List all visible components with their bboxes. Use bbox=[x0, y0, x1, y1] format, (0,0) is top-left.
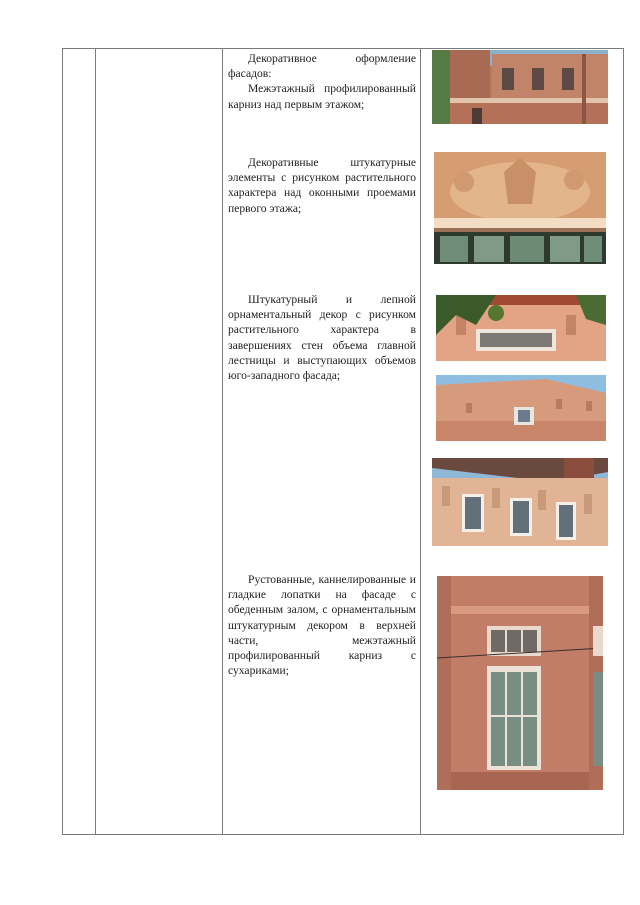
photo-cornice-first-floor bbox=[432, 50, 608, 124]
photo-stair-wall-ornament-2 bbox=[436, 375, 606, 441]
paragraph-pilasters: Рустованные, каннелированные и гладкие лопатки на фасаде с обеденным залом, с орнаментальным штукатурным декором в верхней части, межэтажный профилированный карниз с сухариками; bbox=[228, 573, 416, 678]
stair-ornament-photo bbox=[436, 295, 606, 361]
table-border-col-0 bbox=[62, 48, 63, 835]
photo-stair-wall-ornament-3 bbox=[432, 458, 608, 546]
plaster-ornament-photo bbox=[434, 152, 606, 264]
text-cell-pilasters bbox=[228, 572, 416, 678]
paragraph-ornamental-decor: Штукатурный и лепной орнаментальный декор с рисунком растительного характера в завершениях стен объема главной лестницы и выступающих объемов юго-западного фасада; bbox=[228, 293, 416, 383]
photo-rusticated-pilasters bbox=[437, 576, 603, 790]
photo-plaster-elements-over-windows bbox=[434, 152, 606, 264]
parapet-photo bbox=[436, 375, 606, 441]
building-corner-photo bbox=[432, 50, 608, 124]
text-cell-ornamental-decor bbox=[228, 292, 416, 383]
text-cell-facade-decoration bbox=[228, 51, 416, 112]
table-top-border bbox=[62, 48, 624, 49]
pilaster-window-photo bbox=[437, 576, 603, 790]
roof-ornament-photo bbox=[432, 458, 608, 546]
paragraph-facade-decoration: Декоративное оформление фасадов: bbox=[228, 52, 416, 81]
photo-stair-wall-ornament-1 bbox=[436, 295, 606, 361]
table-border-col-3 bbox=[420, 48, 421, 835]
text-cell-plaster-elements bbox=[228, 155, 416, 216]
table-border-col-1 bbox=[95, 48, 96, 835]
paragraph-plaster-elements: Декоративные штукатурные элементы с рисунком растительного характера над оконными проемами первого этажа; bbox=[228, 156, 416, 215]
table-border-col-2 bbox=[222, 48, 223, 835]
paragraph-cornice: Межэтажный профилированный карниз над первым этажом; bbox=[228, 82, 416, 111]
table-bottom-border bbox=[62, 834, 624, 835]
table-border-col-4 bbox=[623, 48, 624, 835]
